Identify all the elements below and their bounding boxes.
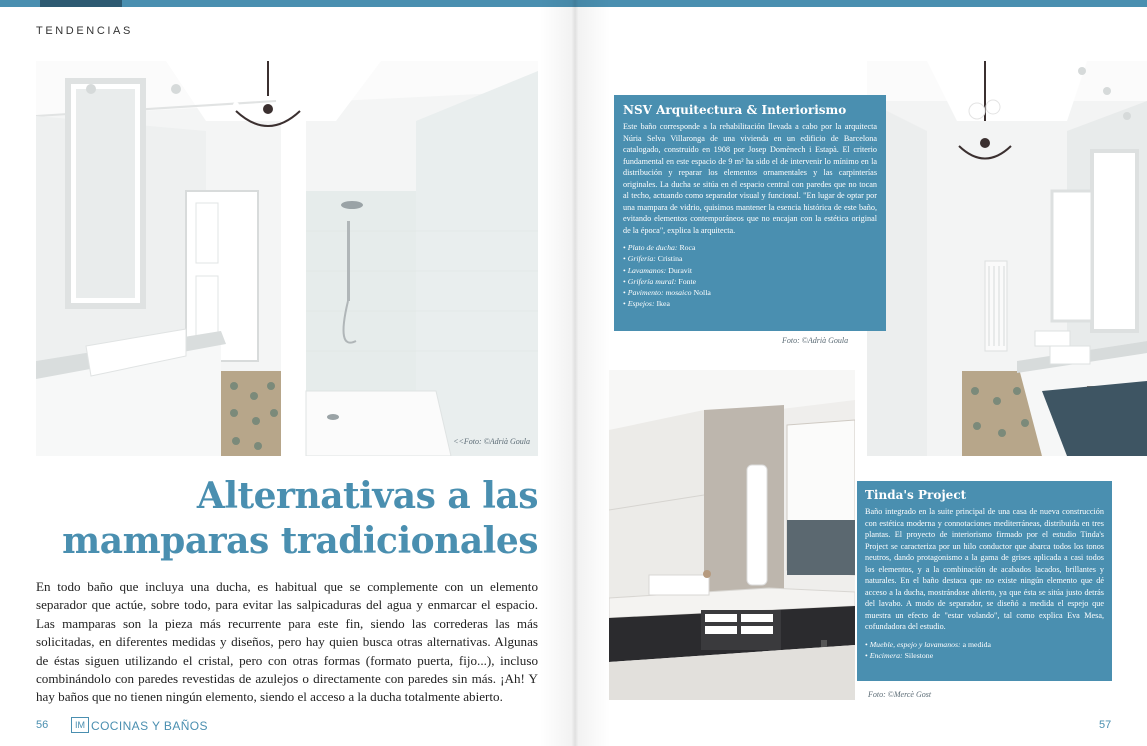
info-box-nsv: [614, 95, 886, 331]
photo-credit-top: Foto: ©Adrià Goula: [782, 336, 849, 345]
article-headline: [36, 474, 538, 564]
list-item: • Pavimento: mosaico Nolla: [623, 287, 877, 298]
page-spine-shadow: [540, 0, 610, 746]
headline-line-1: Alternativas a las: [196, 475, 538, 517]
top-color-bar-right: [574, 0, 1147, 7]
list-item: • Grifería mural: Fonte: [623, 276, 877, 287]
section-label: TENDENCIAS: [36, 25, 133, 37]
info-box-text: Baño integrado en la suite principal de una casa de nueva construcción con estética moderna y connotaciones mediterráneas, distribuida en tres plantas. El proyecto de interiorismo firmado por el estudio Tinda's Project se caracteriza por un hilo conductor que abarca todos los tonos neutros, dando protagonismo a la gama de grises aplicada a casi todos los elementos, y a la combinación de acabados lacados, brillantes y naturales. En el baño destaca que no existe ningún elemento que dé acceso a la ducha, mostrándose abierto, ya que ésta se sitúa justo detrás del lavabo. A modo de separador, se diseñó a medida el espejo que muestra un efecto de "estar volando", tal como explica Eva Mesa, cofundadora del estudio.: [865, 507, 1104, 631]
info-box-text: Este baño corresponde a la rehabilitación llevada a cabo por la arquitecta Núria Selva Villaronga de una vivienda en un edificio de Barcelona catalogado, construido en 1908 por Josep Domènech i Estapà. El criterio fundamental en este espacio de 9 m² ha sido el de intervenir lo mínimo en la distribución y reparar los elementos ornamentales y las carpinterías originales. La ducha se sitúa en el espacio central con paredes que no tocan al techo, actuando como separador visual y funcional. "En lugar de optar por una mampara de vidrio, quisimos mantener la esencia histórica de este baño, evitando elementos contemporáneos que no encajan con la estética original de la época", explica la arquitecta.: [623, 122, 877, 235]
list-item: • Encimera: Silestone: [865, 650, 1104, 661]
publication-name: COCINAS Y BAÑOS: [91, 719, 208, 733]
publication-logo: IM: [71, 717, 89, 733]
article-body: En todo baño que incluya una ducha, es habitual que se complemente con un elemento separador que actúe, sobre todo, para evitar las salpicaduras del agua y enmarcar el espacio. Las mamparas son la pieza más recurrente para este fin, siendo las correderas las más solicitadas, en diferentes medidas y diseños, pero hay quien busca otras alternativas. Algunas de éstas siguen utilizando el cristal, pero con otras formas (formato puerta, fijo...), incluso combinándolo con paredes revestidas de azulejos o directamente con paredes sin más. ¡Ah! Y hay baños que no tienen ningún elemento, siendo el acceso a la ducha totalmente abierto.: [36, 579, 538, 705]
info-box-title: NSV Arquitectura & Interiorismo: [623, 103, 847, 117]
bathroom-photo-right-top-illustration: [867, 61, 1147, 456]
headline-line-2: mamparas tradicionales: [62, 520, 538, 562]
info-box-tindas-project: [857, 481, 1112, 681]
bathroom-photo-right-bottom-illustration: [609, 370, 855, 700]
page-number-right: 57: [1099, 719, 1112, 731]
bathroom-photo-left: [36, 61, 538, 456]
photo-credit: <<Foto: ©Adrià Goula: [453, 437, 530, 446]
info-box-list: [865, 639, 1104, 662]
photo-credit-bottom: Foto: ©Mercè Gost: [868, 690, 932, 699]
list-item: • Mueble, espejo y lavamanos: a medida: [865, 639, 1104, 650]
list-item: • Grifería: Cristina: [623, 253, 877, 264]
bathroom-photo-left-illustration: [36, 61, 538, 456]
info-box-title: Tinda's Project: [865, 488, 967, 502]
bathroom-photo-right-bottom: [609, 370, 855, 700]
list-item: • Espejos: Ikea: [623, 298, 877, 309]
bathroom-photo-right-top: [867, 61, 1147, 456]
list-item: • Plato de ducha: Roca: [623, 242, 877, 253]
list-item: • Lavamanos: Duravit: [623, 265, 877, 276]
top-color-bar-marker: [40, 0, 122, 7]
page-number-left: 56: [36, 719, 49, 731]
info-box-list: [623, 242, 877, 310]
